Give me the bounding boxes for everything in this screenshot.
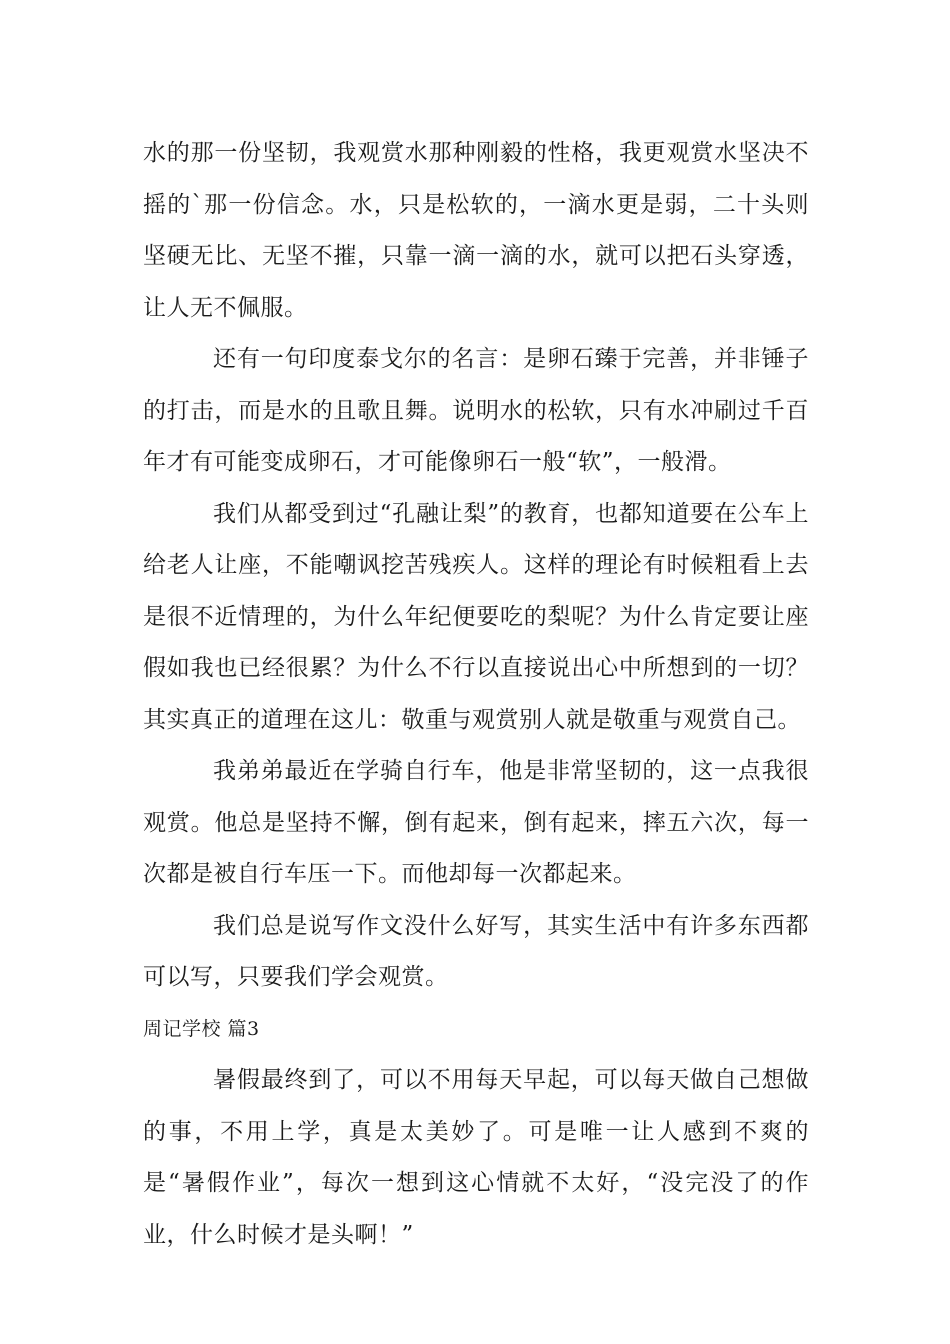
paragraph-brother-bicycle: 我弟弟最近在学骑自行车，他是非常坚韧的，这一点我很观赏。他总是坚持不懈，倒有起来，倒有起来，摔五六次，每一次都是被自行车压一下。而他却每一次都起来。 [143,758,809,887]
paragraph-summer-vacation: 暑假最终到了，可以不用每天早起，可以每天做自己想做的事，不用上学，真是太美妙了。可是唯一让人感到不爽的是“暑假作业”，每次一想到这心情就不太好，“没完没了的作业，什么时候才是头啊！” [143,1067,809,1248]
paragraph-tagore-quote: 还有一句印度泰戈尔的名言：是卵石臻于完善，并非锤子的打击，而是水的且歌且舞。说明水的松软，只有水冲刷过千百年才有可能变成卵石，才可能像卵石一般“软”，一般滑。 [143,346,809,475]
section-heading: 周记学校 篇3 [143,1017,260,1040]
paragraph-writing-conclusion: 我们总是说写作文没什么好写，其实生活中有许多东西都可以写，只要我们学会观赏。 [143,912,809,990]
document-body [143,128,809,1261]
paragraph-kong-rong: 我们从都受到过“孔融让梨”的教育，也都知道要在公车上给老人让座，不能嘲讽挖苦残疾人。这样的理论有时候粗看上去是很不近情理的，为什么年纪便要吃的梨呢？为什么肯定要让座假如我也已经很累？为什么不行以直接说出心中所想到的一切？其实真正的道理在这儿：敬重与观赏别人就是敬重与观赏自己。 [143,500,809,733]
paragraph-water-continued: 水的那一份坚韧，我观赏水那种刚毅的性格，我更观赏水坚决不摇的`那一份信念。水，只是松软的，一滴水更是弱，二十头则坚硬无比、无坚不摧，只靠一滴一滴的水，就可以把石头穿透，让人无不佩服。 [143,140,809,321]
